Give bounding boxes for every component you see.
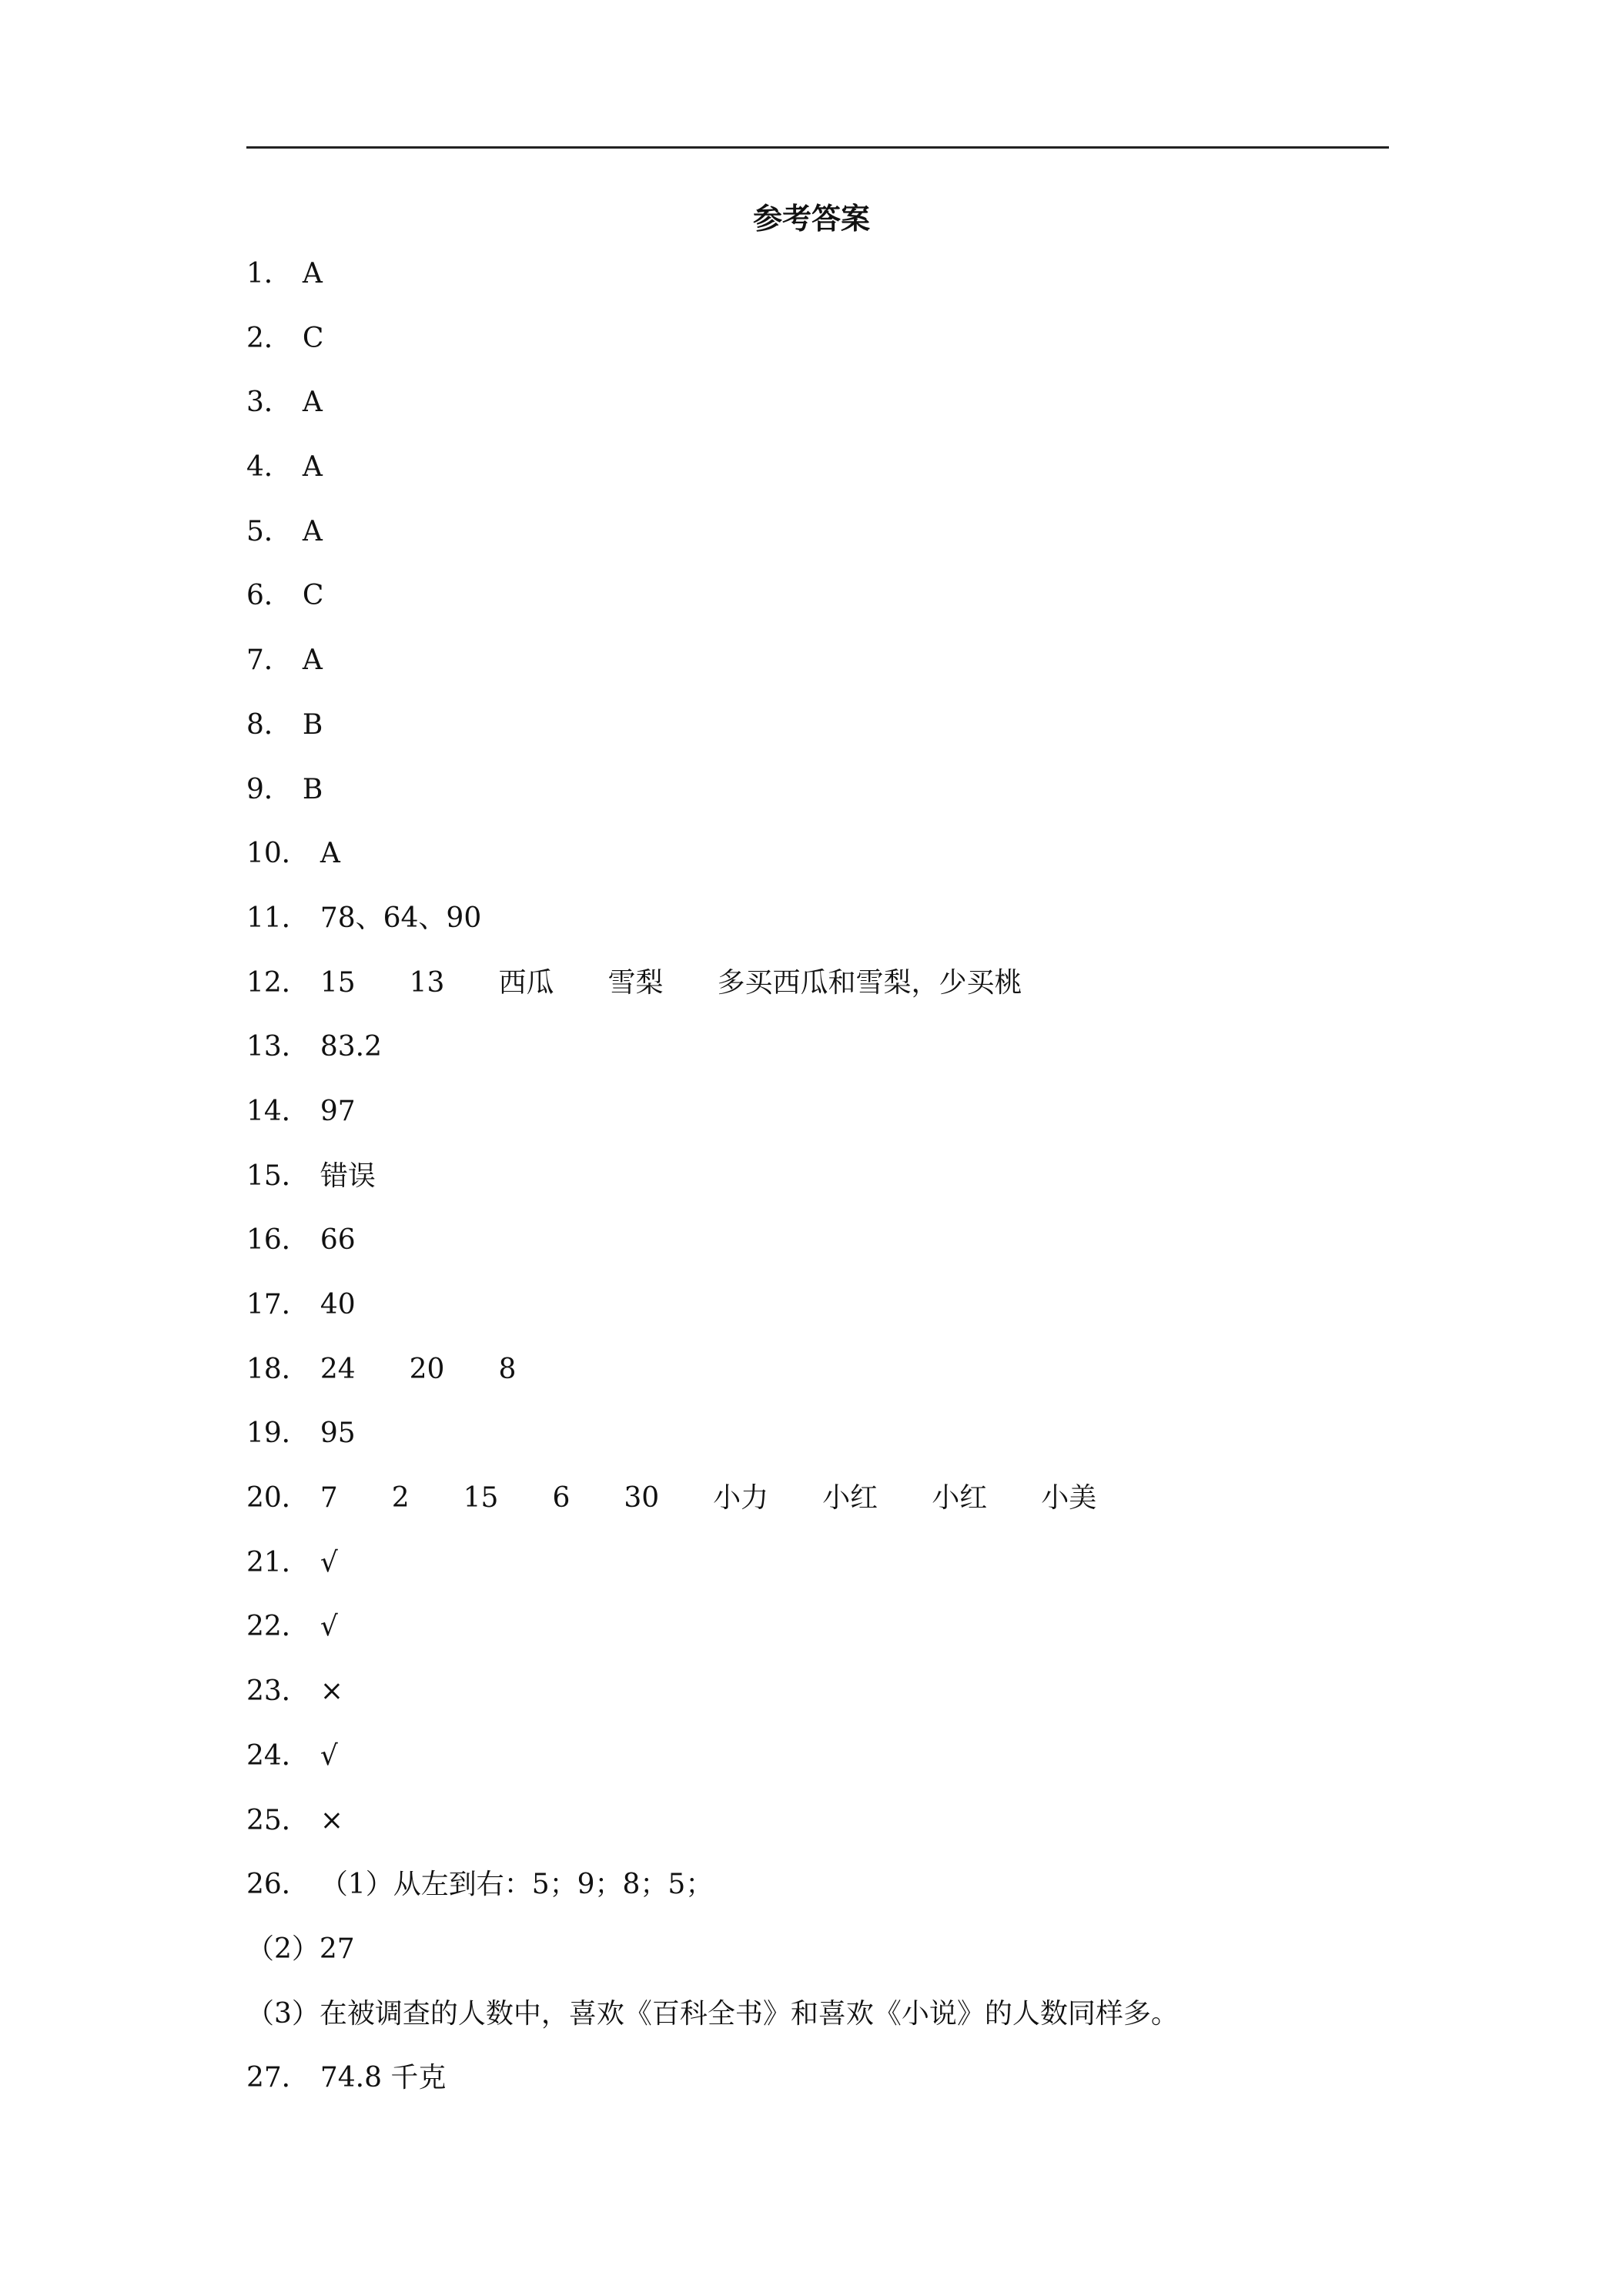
page-title: 参考答案 — [752, 201, 870, 236]
answer-part: A — [302, 644, 323, 677]
answer-text — [303, 705, 323, 745]
answer-number: 2． — [246, 322, 292, 354]
answer-row — [246, 899, 1401, 963]
answer-text — [320, 1285, 356, 1325]
answer-row — [246, 1801, 1401, 1866]
answer-text — [320, 1092, 356, 1132]
answer-part: A — [302, 515, 323, 547]
answer-part: 20 — [409, 1353, 445, 1385]
answer-part: （2）27 — [246, 1933, 355, 1965]
answer-number: 1． — [246, 258, 292, 290]
answer-part: B — [302, 773, 323, 805]
answer-text — [303, 383, 323, 423]
answer-row — [246, 1865, 1401, 1930]
answer-text — [320, 1156, 376, 1197]
answer-text — [320, 1414, 356, 1454]
answer-number: 15． — [246, 1160, 310, 1192]
answer-part: 78、64、90 — [320, 902, 482, 934]
answer-number: 23． — [246, 1675, 310, 1708]
answer-part: A — [302, 258, 323, 290]
answer-part: 2 — [391, 1482, 410, 1514]
answer-text — [320, 963, 1022, 1003]
answer-part: 66 — [320, 1224, 356, 1257]
answer-number: 24． — [246, 1739, 310, 1772]
answer-text — [246, 1994, 1179, 2034]
answer-text — [320, 1220, 356, 1260]
answer-part: 8 — [498, 1353, 517, 1385]
answer-row — [246, 1350, 1401, 1414]
answer-row — [246, 770, 1401, 835]
header-rule — [246, 146, 1389, 149]
answer-row — [246, 1092, 1401, 1156]
answer-text — [303, 641, 323, 681]
answer-row — [246, 1285, 1401, 1350]
answer-number: 10． — [246, 838, 310, 870]
answer-part: × — [320, 1675, 343, 1708]
answer-row — [246, 1672, 1401, 1736]
answer-number: 26． — [246, 1869, 310, 1901]
answer-number: 6． — [246, 580, 292, 612]
answer-number: 9． — [246, 773, 292, 805]
answer-part: √ — [320, 1739, 338, 1772]
answer-number: 13． — [246, 1031, 310, 1063]
answer-part: 83.2 — [320, 1031, 382, 1063]
answer-part: 小红 — [822, 1482, 878, 1514]
answer-row — [246, 1930, 1401, 1994]
answer-number: 3． — [246, 387, 292, 419]
answer-part: A — [302, 387, 323, 419]
answer-text — [320, 1543, 338, 1583]
answer-part: 小红 — [932, 1482, 988, 1514]
answer-number: 12． — [246, 966, 310, 999]
answer-number: 20． — [246, 1482, 310, 1514]
answer-text — [320, 1350, 517, 1390]
answer-part: 24 — [320, 1353, 356, 1385]
answer-number: 7． — [246, 644, 292, 677]
answer-row — [246, 963, 1401, 1028]
answer-row — [246, 576, 1401, 641]
answer-row — [246, 2058, 1401, 2123]
answer-part: A — [320, 838, 340, 870]
answer-number: 5． — [246, 515, 292, 547]
answer-part: 小力 — [713, 1482, 769, 1514]
answer-text — [320, 1607, 338, 1647]
answer-part: 74.8 千克 — [320, 2062, 447, 2094]
answer-text — [320, 1736, 338, 1776]
answer-part: 97 — [320, 1095, 356, 1127]
answer-part: 西瓜 — [498, 966, 554, 999]
answer-number: 4． — [246, 451, 292, 484]
answer-row — [246, 834, 1401, 899]
answer-part: C — [302, 580, 324, 612]
answer-text — [320, 1478, 1096, 1518]
answer-number: 22． — [246, 1611, 310, 1643]
answer-part: 15 — [463, 1482, 499, 1514]
answer-row — [246, 319, 1401, 383]
answer-number: 27． — [246, 2062, 310, 2094]
answer-part: （1）从左到右：5；9；8；5； — [320, 1869, 714, 1901]
answer-text — [320, 1865, 714, 1905]
answer-row — [246, 1736, 1401, 1801]
answer-number: 8． — [246, 708, 292, 741]
answer-part: 7 — [320, 1482, 338, 1514]
answer-number: 18． — [246, 1353, 310, 1385]
answer-text — [320, 2058, 447, 2098]
answer-part: √ — [320, 1611, 338, 1643]
answer-row — [246, 1478, 1401, 1543]
answer-part: 95 — [320, 1417, 356, 1450]
answer-number: 21． — [246, 1546, 310, 1578]
answer-row — [246, 1543, 1401, 1608]
answer-part: B — [302, 708, 323, 741]
answer-text — [303, 512, 323, 552]
answer-part: 13 — [409, 966, 445, 999]
answer-row — [246, 1414, 1401, 1478]
answer-row — [246, 512, 1401, 577]
answer-row — [246, 447, 1401, 512]
answer-row — [246, 641, 1401, 705]
answer-text — [320, 1027, 382, 1067]
answer-text — [303, 447, 323, 487]
answer-part: 40 — [320, 1289, 356, 1320]
answer-row — [246, 705, 1401, 770]
answer-row — [246, 1607, 1401, 1672]
answer-text — [303, 319, 324, 359]
answer-text — [320, 1672, 343, 1712]
answer-text — [320, 834, 340, 874]
answer-number: 14． — [246, 1095, 310, 1127]
answer-text — [320, 899, 481, 939]
answer-part: 小美 — [1041, 1482, 1097, 1514]
answer-number: 19． — [246, 1417, 310, 1450]
answer-list — [246, 254, 1401, 2123]
answer-text — [246, 1930, 355, 1970]
answer-row — [246, 383, 1401, 447]
answer-part: 多买西瓜和雪梨，少买桃 — [717, 966, 1022, 999]
answer-number: 25． — [246, 1804, 310, 1836]
answer-part: 30 — [624, 1482, 660, 1514]
answer-part: A — [302, 451, 323, 484]
answer-row — [246, 1027, 1401, 1092]
answer-part: × — [320, 1804, 343, 1836]
answer-part: 6 — [552, 1482, 571, 1514]
answer-part: （3）在被调查的人数中，喜欢《百科全书》和喜欢《小说》的人数同样多。 — [246, 1997, 1179, 2030]
answer-part: C — [302, 322, 324, 354]
answer-row — [246, 1156, 1401, 1221]
answer-text — [303, 770, 323, 810]
answer-number: 17． — [246, 1289, 310, 1320]
answer-text — [303, 576, 324, 616]
answer-part: √ — [320, 1546, 338, 1578]
answer-part: 雪梨 — [607, 966, 664, 999]
answer-row — [246, 1220, 1401, 1285]
answer-row — [246, 1994, 1401, 2059]
answer-text — [320, 1801, 343, 1841]
answer-text — [303, 254, 323, 294]
answer-part: 错误 — [320, 1160, 376, 1192]
answer-row — [246, 254, 1401, 319]
answer-part: 15 — [320, 966, 356, 999]
answer-number: 11． — [246, 902, 310, 934]
answer-number: 16． — [246, 1224, 310, 1257]
